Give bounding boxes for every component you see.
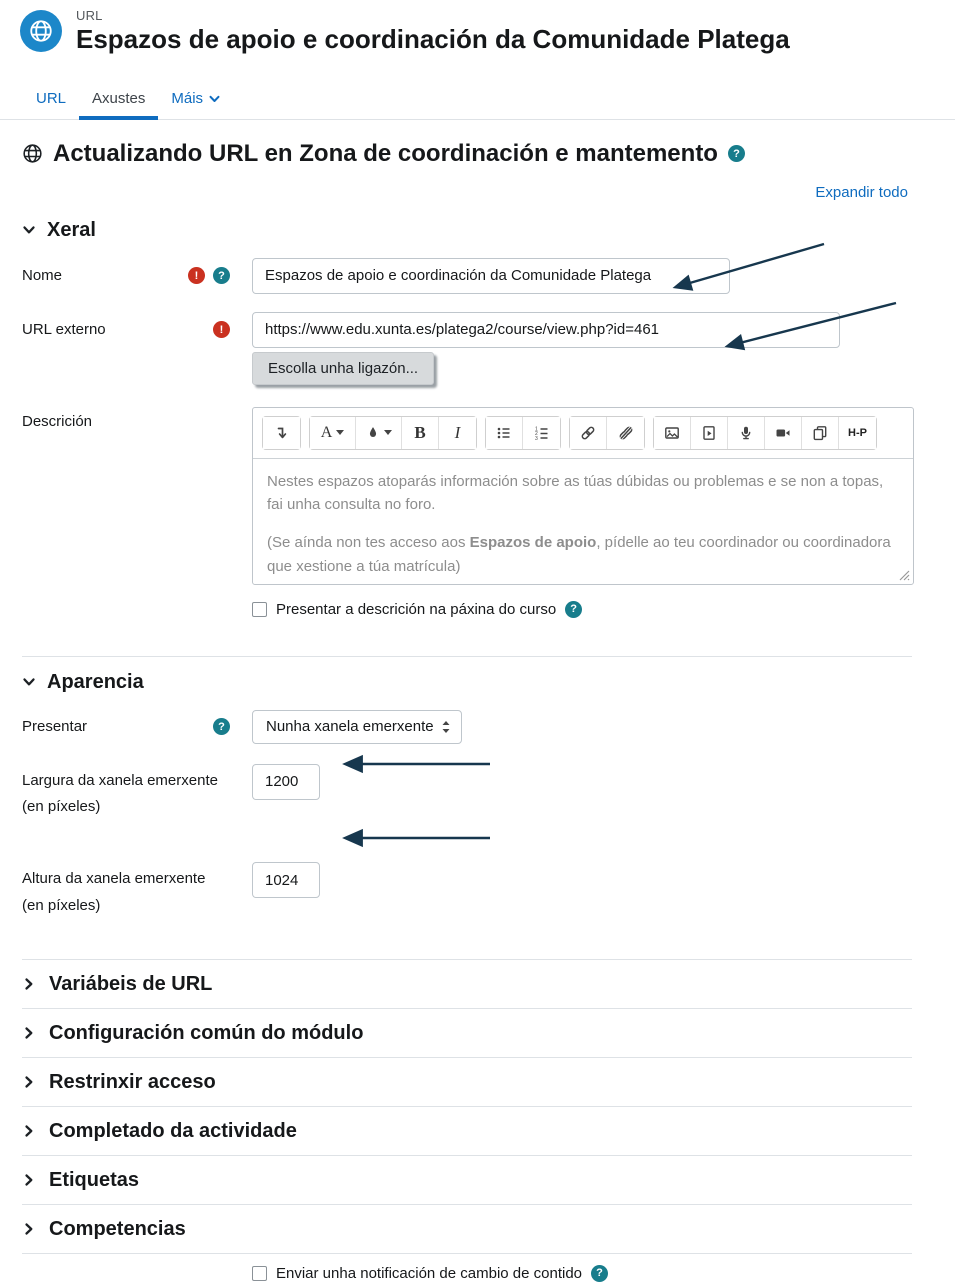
italic-label: I [454, 422, 461, 442]
help-icon[interactable] [591, 1265, 608, 1282]
section-variabeis-url[interactable] [22, 960, 955, 1008]
required-icon [213, 321, 230, 338]
nome-label: Nome [22, 267, 63, 285]
image-icon [664, 425, 680, 441]
url-externo-input[interactable] [252, 312, 840, 348]
bold-button[interactable] [402, 417, 439, 449]
numbered-list-icon [534, 425, 550, 441]
tab-mais[interactable] [158, 79, 233, 119]
globe-icon [28, 18, 54, 44]
chevron-right-icon [22, 1173, 36, 1187]
display-description-checkbox[interactable] [252, 602, 267, 617]
section-xeral-title: Xeral [47, 218, 96, 241]
section-title: Restrinxir acceso [49, 1070, 216, 1093]
field-row-descricion [22, 407, 955, 585]
largura-label-suffix: (en píxeles) [22, 798, 101, 816]
editor-content[interactable] [253, 459, 913, 584]
section-title: Competencias [49, 1217, 186, 1240]
presentar-label: Presentar [22, 718, 88, 736]
url-activity-icon [20, 10, 62, 52]
nome-input[interactable] [252, 258, 730, 294]
tab-url[interactable]: URL [36, 89, 67, 107]
section-title: Variábeis de URL [49, 972, 213, 995]
field-row-url-externo [22, 312, 955, 385]
ordered-list-button[interactable] [523, 417, 560, 449]
section-configuracion-comun[interactable] [22, 1009, 955, 1057]
field-row-largura [22, 764, 955, 821]
altura-input[interactable] [252, 862, 320, 898]
chevron-right-icon [22, 1026, 36, 1040]
insert-image-button[interactable] [654, 417, 691, 449]
altura-label-suffix: (en píxeles) [22, 896, 101, 914]
files-icon [812, 425, 828, 441]
expand-all-link[interactable]: Expandir todo [815, 183, 908, 201]
link-button[interactable] [570, 417, 607, 449]
tab-axustes[interactable]: Axustes [79, 79, 158, 119]
url-externo-label: URL externo [22, 321, 106, 339]
font-style-button[interactable] [310, 417, 356, 449]
notify-change-label: Enviar unha notificación de cambio de contido [276, 1264, 583, 1282]
header-text [76, 8, 790, 55]
section-etiquetas[interactable] [22, 1156, 955, 1204]
presentar-select[interactable] [252, 710, 462, 744]
description-bold-text: Espazos de apoio [469, 534, 597, 552]
chevron-down-icon [22, 223, 36, 237]
required-icon [188, 267, 205, 284]
video-camera-icon [775, 425, 791, 441]
chevron-down-icon [209, 95, 220, 103]
help-icon[interactable] [213, 718, 230, 735]
presentar-selected-value: Nunha xanela emerxente [266, 718, 434, 736]
description-paragraph-2: (Se aínda non tes acceso aos Espazos de apoio, pídelle ao teu coordinador ou coordinadora que xestione a túa matrícula) [267, 534, 891, 575]
media-file-icon [701, 425, 717, 441]
caret-down-icon [336, 430, 344, 435]
choose-link-button[interactable]: Escolla unha ligazón... [252, 352, 434, 385]
field-label-altura [22, 862, 222, 919]
notify-change-checkbox[interactable] [252, 1266, 267, 1281]
section-xeral-header[interactable] [22, 219, 955, 242]
display-description-row [252, 601, 955, 618]
unlink-icon [618, 425, 634, 441]
field-row-presentar [22, 710, 955, 744]
bullet-list-icon [496, 425, 512, 441]
help-icon[interactable] [213, 267, 230, 284]
arrow-down-icon [274, 425, 290, 441]
field-label-url-externo [22, 312, 230, 348]
section-completado-actividade[interactable] [22, 1107, 955, 1155]
chevron-right-icon [22, 1222, 36, 1236]
help-icon[interactable] [565, 601, 582, 618]
text-color-button[interactable] [356, 417, 402, 449]
secondary-navigation [0, 79, 955, 120]
link-icon [580, 425, 596, 441]
caret-down-icon [384, 430, 392, 435]
section-divider [22, 656, 912, 657]
largura-label: Largura da xanela emerxente [22, 771, 218, 789]
chevron-right-icon [22, 1075, 36, 1089]
chevron-down-icon [22, 675, 36, 689]
rich-text-editor [252, 407, 914, 585]
page-header [0, 0, 955, 55]
display-description-label: Presentar a descrición na páxina do curso [276, 600, 557, 618]
editor-toolbar [253, 408, 913, 459]
globe-icon [22, 143, 43, 164]
unlink-button[interactable] [607, 417, 644, 449]
form-heading-title: Actualizando URL en Zona de coordinación e mantemento [53, 139, 718, 167]
section-competencias[interactable] [22, 1205, 955, 1253]
description-paragraph-1: Nestes espazos atoparás información sobre as túas dúbidas ou problemas e se non a topas, fai unha consulta no foro. [267, 472, 884, 514]
droplet-icon [366, 425, 380, 440]
expand-all-row [0, 184, 908, 201]
field-label-nome [22, 258, 230, 294]
largura-input[interactable] [252, 764, 320, 800]
descricion-label: Descrición [22, 412, 93, 430]
field-label-presentar [22, 710, 230, 744]
h5p-button[interactable] [839, 417, 876, 449]
section-divider [22, 1253, 912, 1254]
record-video-button[interactable] [765, 417, 802, 449]
section-aparencia-title: Aparencia [47, 670, 144, 693]
section-title: Completado da actividade [49, 1119, 297, 1142]
resize-handle-icon[interactable] [899, 570, 910, 581]
select-arrows-icon [441, 720, 451, 734]
font-style-label: A [320, 423, 333, 441]
section-title: Etiquetas [49, 1168, 140, 1191]
manage-files-button[interactable] [802, 417, 839, 449]
tab-mais-label: Máis [171, 89, 204, 107]
activity-type-label: URL [76, 8, 103, 23]
h5p-label: H-P [848, 426, 867, 439]
help-icon[interactable] [728, 145, 745, 162]
notify-change-row [252, 1265, 955, 1282]
microphone-icon [738, 425, 754, 441]
section-restrinxir-acceso[interactable] [22, 1058, 955, 1106]
section-aparencia-header[interactable] [22, 671, 955, 694]
bold-label: B [414, 422, 426, 442]
unordered-list-button[interactable] [486, 417, 523, 449]
field-label-largura [22, 764, 222, 821]
field-label-descricion [22, 407, 230, 430]
chevron-right-icon [22, 977, 36, 991]
insert-media-button[interactable] [691, 417, 728, 449]
svg-text:3: 3 [534, 435, 538, 442]
section-title: Configuración común do módulo [49, 1021, 364, 1044]
svg-text:2: 2 [534, 431, 538, 438]
collapse-toolbar-button[interactable] [263, 417, 300, 449]
form-heading [22, 140, 955, 168]
activity-title: Espazos de apoio e coordinación da Comunidade Platega [76, 24, 790, 54]
italic-button[interactable] [439, 417, 476, 449]
field-row-altura [22, 862, 955, 919]
altura-label: Altura da xanela emerxente [22, 870, 206, 888]
svg-text:1: 1 [534, 426, 538, 433]
chevron-right-icon [22, 1124, 36, 1138]
field-row-nome [22, 258, 955, 294]
record-audio-button[interactable] [728, 417, 765, 449]
